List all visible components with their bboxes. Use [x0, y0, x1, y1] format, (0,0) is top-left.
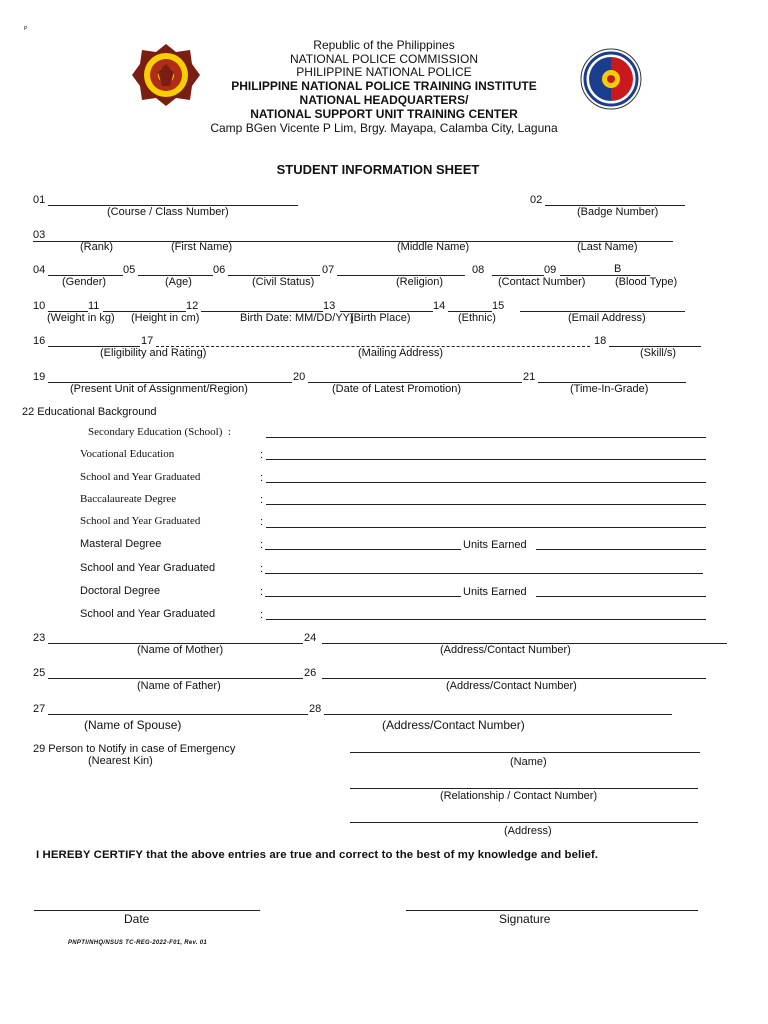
- first-name-label: (First Name): [171, 241, 233, 253]
- field-number-13: 13: [323, 300, 336, 312]
- time-in-grade-label: (Time-In-Grade): [570, 383, 649, 395]
- rank-label: (Rank): [80, 241, 114, 253]
- header-pnp: PHILIPPINE NATIONAL POLICE: [296, 65, 472, 79]
- emergency-address-label: (Address): [504, 825, 552, 837]
- field-number-09: 09: [544, 264, 557, 276]
- doctoral-input-line[interactable]: [265, 596, 461, 597]
- baccalaureate-input-line[interactable]: [266, 504, 706, 505]
- field-number-15: 15: [492, 300, 505, 312]
- colon: :: [260, 516, 264, 528]
- field-number-11: 11: [88, 300, 100, 312]
- mailing-address-label: (Mailing Address): [358, 347, 443, 359]
- emergency-address-input-line[interactable]: [350, 822, 698, 823]
- header-republic: Republic of the Philippines: [313, 38, 455, 52]
- emergency-relationship-label: (Relationship / Contact Number): [440, 790, 598, 802]
- vocational-education-label: Vocational Education: [80, 448, 175, 460]
- colon: :: [260, 449, 264, 461]
- secondary-education-input-line[interactable]: [266, 437, 706, 438]
- masteral-units-label: Units Earned: [463, 539, 527, 551]
- field-number-24: 24: [304, 632, 317, 644]
- emergency-name-input-line[interactable]: [350, 752, 700, 753]
- field-number-19: 19: [33, 371, 46, 383]
- field-number-27: 27: [33, 703, 46, 715]
- signature-input-line[interactable]: [406, 910, 698, 911]
- doctoral-year-input-line[interactable]: [266, 619, 706, 620]
- header-address: Camp BGen Vicente P Lim, Brgy. Mayapa, Calamba City, Laguna: [210, 121, 558, 135]
- colon: :: [260, 494, 264, 506]
- colon: :: [260, 472, 264, 484]
- education-heading: 22 Educational Background: [22, 406, 157, 418]
- header-pnpti: PHILIPPINE NATIONAL POLICE TRAINING INSTITUTE: [231, 79, 537, 93]
- mother-address-label: (Address/Contact Number): [440, 644, 571, 656]
- field-number-20: 20: [293, 371, 306, 383]
- birthdate-label: Birth Date: MM/DD/YY): [240, 312, 354, 324]
- colon: :: [260, 563, 264, 575]
- spouse-label: (Name of Spouse): [84, 718, 182, 732]
- field-number-17: 17: [141, 335, 154, 347]
- baccalaureate-label: Baccalaureate Degree: [80, 493, 177, 505]
- middle-name-label: (Middle Name): [397, 241, 470, 253]
- field-number-28: 28: [309, 703, 322, 715]
- blood-type-label: (Blood Type): [615, 276, 678, 288]
- course-label: (Course / Class Number): [107, 206, 229, 218]
- contact-number-label: (Contact Number): [498, 276, 586, 288]
- field-number-04: 04: [33, 264, 46, 276]
- field-number-02: 02: [530, 194, 543, 206]
- father-input-line[interactable]: [48, 678, 303, 679]
- secondary-education-label: Secondary Education (School) :: [88, 426, 231, 438]
- doctoral-units-label: Units Earned: [463, 586, 527, 598]
- unit-label: (Present Unit of Assignment/Region): [70, 383, 248, 395]
- header-nhq: NATIONAL HEADQUARTERS/: [299, 93, 469, 107]
- vocational-education-input-line[interactable]: [266, 459, 706, 460]
- skills-label: (Skill/s): [640, 347, 677, 359]
- last-name-label: (Last Name): [577, 241, 638, 253]
- certification-statement: I HEREBY CERTIFY that the above entries are true and correct to the best of my knowledge and belief.: [36, 849, 599, 861]
- eligibility-label: (Eligibility and Rating): [100, 347, 207, 359]
- masteral-units-input-line[interactable]: [536, 549, 706, 550]
- email-label: (Email Address): [568, 312, 646, 324]
- blood-type-value: B: [614, 263, 622, 275]
- father-label: (Name of Father): [137, 680, 221, 692]
- emergency-name-label: (Name): [510, 756, 547, 768]
- badge-label: (Badge Number): [577, 206, 659, 218]
- form-title: STUDENT INFORMATION SHEET: [276, 162, 480, 177]
- masteral-year-input-line[interactable]: [265, 573, 703, 574]
- field-number-18: 18: [594, 335, 607, 347]
- age-label: (Age): [165, 276, 192, 288]
- corner-mark: P: [24, 26, 28, 32]
- field-number-06: 06: [213, 264, 226, 276]
- field-number-01: 01: [33, 194, 46, 206]
- emergency-label: 29 Person to Notify in case of Emergency: [33, 743, 236, 755]
- field-number-07: 07: [322, 264, 335, 276]
- weight-label: (Weight in kg): [47, 312, 115, 324]
- date-label: Date: [124, 912, 150, 926]
- field-number-03: 03: [33, 229, 46, 241]
- gender-label: (Gender): [62, 276, 107, 288]
- vocational-year-input-line[interactable]: [266, 482, 706, 483]
- promotion-label: (Date of Latest Promotion): [332, 383, 462, 395]
- spouse-input-line[interactable]: [48, 714, 308, 715]
- colon: :: [260, 586, 264, 598]
- field-number-05: 05: [123, 264, 136, 276]
- masteral-input-line[interactable]: [265, 549, 461, 550]
- field-number-16: 16: [33, 335, 46, 347]
- field-number-21: 21: [523, 371, 536, 383]
- colon: :: [260, 609, 264, 621]
- field-number-12: 12: [186, 300, 199, 312]
- field-number-14: 14: [433, 300, 446, 312]
- doctoral-units-input-line[interactable]: [536, 596, 706, 597]
- field-number-25: 25: [33, 667, 46, 679]
- field-number-26: 26: [304, 667, 317, 679]
- masteral-year-label: School and Year Graduated: [80, 562, 216, 574]
- form-code: PNPTI/NHQ/NSUS TC-REG-2022-F01, Rev. 01: [68, 940, 208, 946]
- date-input-line[interactable]: [34, 910, 260, 911]
- signature-label: Signature: [499, 912, 551, 926]
- header-nsutc: NATIONAL SUPPORT UNIT TRAINING CENTER: [250, 107, 518, 121]
- masteral-label: Masteral Degree: [80, 538, 162, 550]
- field-number-08: 08: [472, 264, 485, 276]
- religion-label: (Religion): [396, 276, 444, 288]
- birthplace-label: (Birth Place): [350, 312, 411, 324]
- civil-status-label: (Civil Status): [252, 276, 315, 288]
- doctoral-label: Doctoral Degree: [80, 585, 161, 597]
- ethnic-label: (Ethnic): [458, 312, 496, 324]
- field-number-23: 23: [33, 632, 46, 644]
- height-label: (Height in cm): [131, 312, 200, 324]
- colon: :: [260, 539, 264, 551]
- father-address-input-line[interactable]: [322, 678, 706, 679]
- mother-label: (Name of Mother): [137, 644, 224, 656]
- baccalaureate-year-input-line[interactable]: [266, 527, 706, 528]
- secondary-year-label: School and Year Graduated: [80, 471, 201, 483]
- emergency-relationship-input-line[interactable]: [350, 788, 698, 789]
- field-number-10: 10: [33, 300, 46, 312]
- header-napolcom: NATIONAL POLICE COMMISSION: [289, 52, 479, 66]
- spouse-address-label: (Address/Contact Number): [382, 718, 525, 732]
- doctoral-year-label: School and Year Graduated: [80, 608, 216, 620]
- baccalaureate-year-label: School and Year Graduated: [80, 515, 201, 527]
- nearest-kin-label: (Nearest Kin): [88, 755, 153, 767]
- father-address-label: (Address/Contact Number): [446, 680, 577, 692]
- spouse-address-input-line[interactable]: [324, 714, 672, 715]
